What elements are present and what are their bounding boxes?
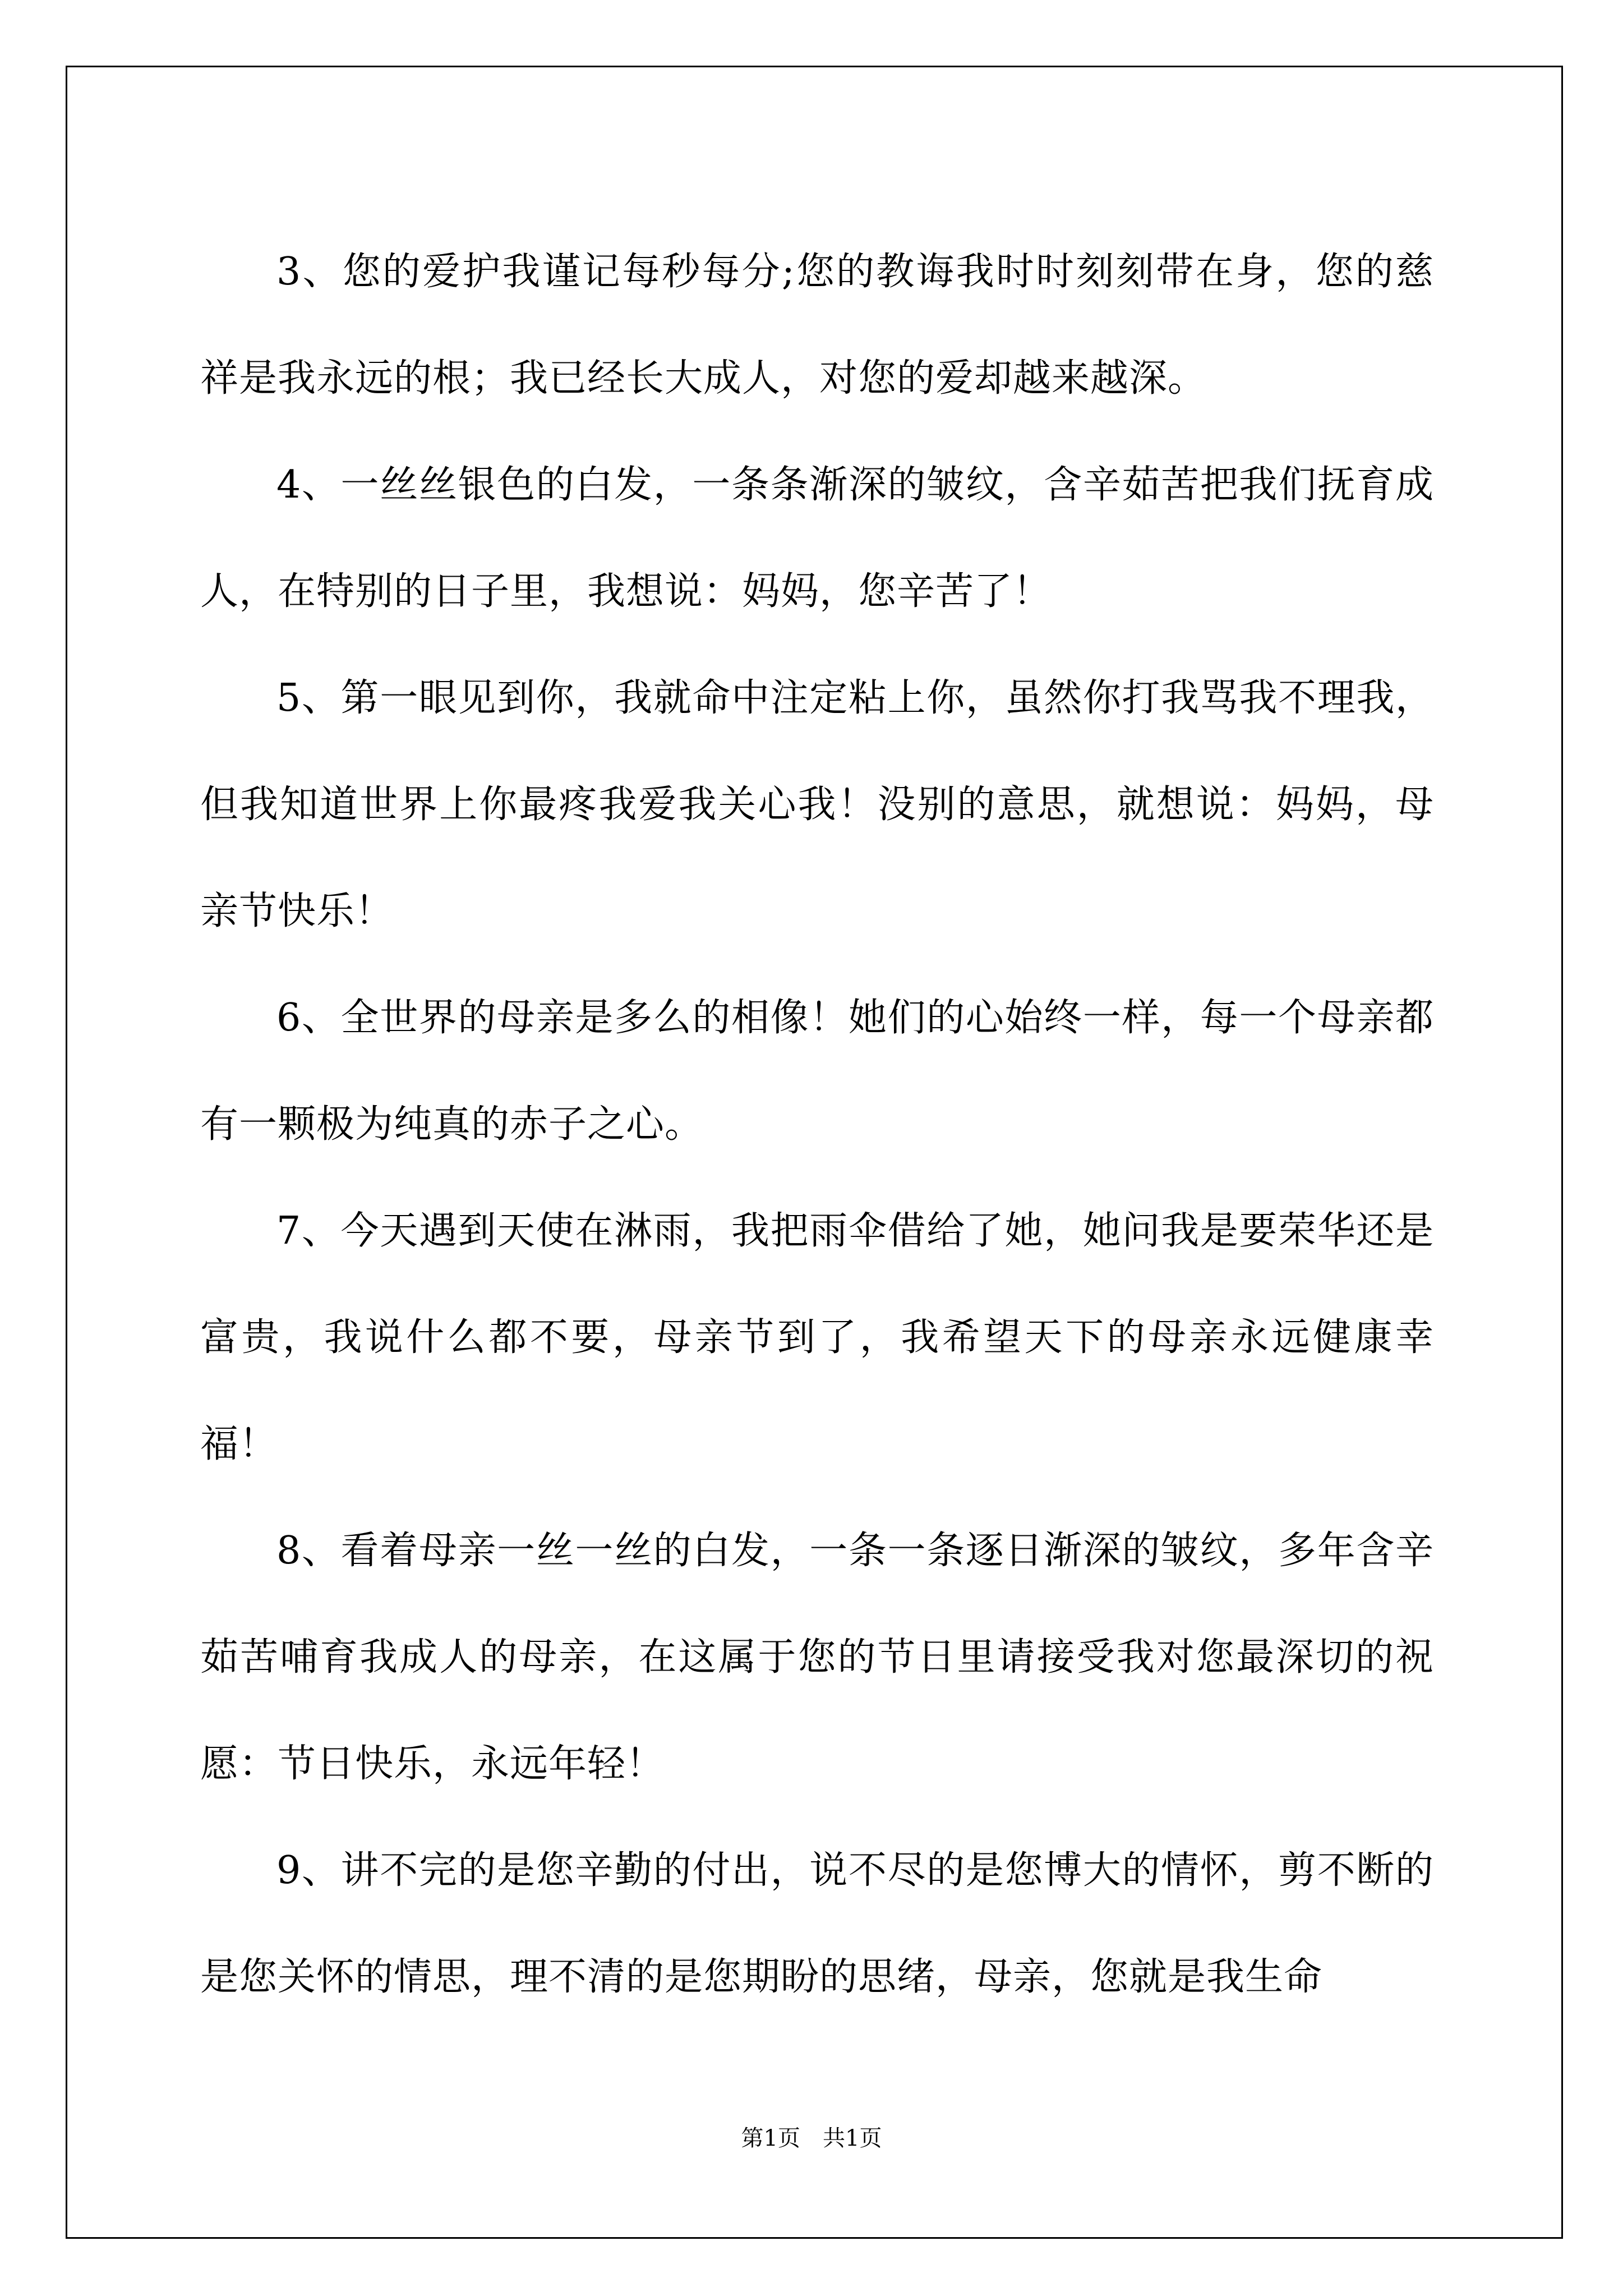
page-number: 第1页 <box>741 2125 800 2151</box>
page-total: 共1页 <box>823 2125 882 2151</box>
document-body <box>200 219 1434 2031</box>
paragraph-9: 9、讲不完的是您辛勤的付出，说不尽的是您博大的情怀，剪不断的是您关怀的情思，理不清的是您期盼的思绪，母亲，您就是我生命 <box>200 1848 1434 1999</box>
page-footer <box>0 2120 1623 2152</box>
paragraph-8: 8、看着母亲一丝一丝的白发，一条一条逐日渐深的皱纹，多年含辛茹苦哺育我成人的母亲，在这属于您的节日里请接受我对您最深切的祝愿：节日快乐，永远年轻！ <box>200 1529 1434 1786</box>
paragraph-6: 6、全世界的母亲是多么的相像！她们的心始终一样，每一个母亲都有一颗极为纯真的赤子之心。 <box>200 996 1434 1147</box>
paragraph-5: 5、第一眼见到你，我就命中注定粘上你，虽然你打我骂我不理我，但我知道世界上你最疼我爱我关心我！没别的意思，就想说：妈妈，母亲节快乐！ <box>200 676 1434 933</box>
paragraph-4: 4、一丝丝银色的白发，一条条渐深的皱纹，含辛茹苦把我们抚育成人，在特别的日子里，我想说：妈妈，您辛苦了！ <box>200 463 1434 614</box>
paragraph-7: 7、今天遇到天使在淋雨，我把雨伞借给了她，她问我是要荣华还是富贵，我说什么都不要，母亲节到了，我希望天下的母亲永远健康幸福！ <box>200 1209 1434 1466</box>
paragraph-3: 3、您的爱护我谨记每秒每分;您的教诲我时时刻刻带在身，您的慈祥是我永远的根；我已经长大成人，对您的爱却越来越深。 <box>200 250 1434 401</box>
